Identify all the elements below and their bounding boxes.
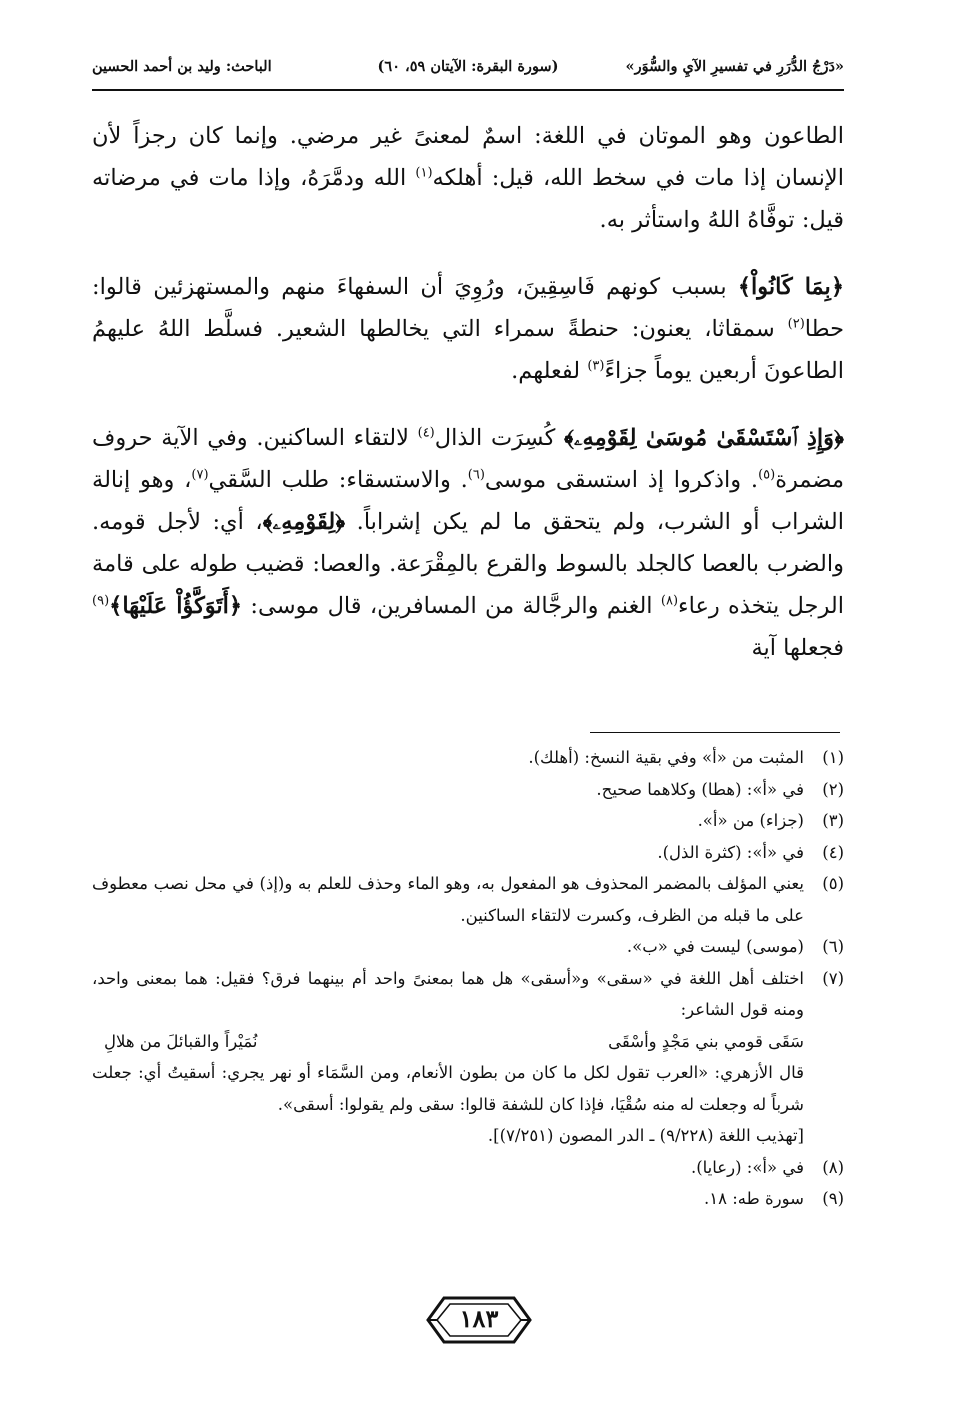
quran-quote: ﴿لِقَوْمِهِۦ﴾ bbox=[262, 509, 346, 535]
footnote-item bbox=[92, 931, 844, 963]
paragraph-3-text-f: ، أي: لأجل قومه. والضرب بالعصا كالجلد بالسوط والقرع بالمِقْرَعة. والعصا: قضيب طوله على قامة الرجل يتخذه رعاء bbox=[92, 509, 844, 619]
paragraph-3-text-a: كُسِرَت الذال bbox=[434, 425, 565, 451]
page-number-ornament bbox=[424, 1294, 534, 1346]
footnote-text: (جزاء) من «أ». bbox=[697, 811, 804, 830]
footnote-number: (٤) bbox=[822, 842, 844, 862]
paragraph-3-text-b: لالتقاء الساكنين. وفي الآية حروف مضمرة bbox=[92, 425, 844, 493]
paragraph-1 bbox=[92, 115, 844, 241]
footnote-ref-2: (٢) bbox=[787, 316, 805, 332]
footnote-ref-9: (٩) bbox=[92, 593, 110, 609]
footnote-text-part: اختلف أهل اللغة في «سقى» و«أسقى» هل هما بمعنىً واحد أم بينهما فرق؟ فقيل: هما بمعنى واحد، ومنه قول الشاعر: bbox=[92, 968, 804, 1019]
paragraph-3-text-h: فجعلها آية bbox=[751, 635, 844, 661]
poetry-verse bbox=[104, 1026, 804, 1058]
footnote-number: (٧) bbox=[822, 968, 844, 988]
footnote-text: يعني المؤلف بالمضمر المحذوف هو المفعول به، وهو الماء وحذف للعلم به و(إذ) في محل نصب معطوف على ما قبله من الظرف، وكسرت لالتقاء الساكنين. bbox=[92, 874, 804, 925]
footnote-number: (١) bbox=[822, 748, 844, 767]
footnote-text: (موسى) ليست في «ب». bbox=[626, 937, 804, 956]
paragraph-3 bbox=[92, 417, 844, 669]
footnote-ref-1: (١) bbox=[415, 165, 433, 181]
footnote-text: المثبت من «أ» وفي بقية النسخ: (أهلك). bbox=[528, 748, 804, 767]
quran-quote: ﴿بِمَا كَانُواْ﴾ bbox=[737, 274, 845, 300]
quran-quote: ﴿أَتَوَكَّؤُاْ عَلَيْهَا﴾ bbox=[109, 593, 243, 619]
header-divider bbox=[92, 89, 844, 91]
running-header bbox=[92, 58, 844, 84]
paragraph-2-text-a: بسبب كونهم فَاسِقِينَ، ورُوِيَ أن السفهاءَ منهم والمستهزئين قالوا: حطا bbox=[92, 274, 844, 342]
footnote-item bbox=[92, 742, 844, 774]
footnote-ref-7: (٧) bbox=[191, 467, 209, 483]
footnote-text-part: قال الأزهري: «العرب تقول لكل ما كان من بطون الأنعام، ومن السَّمَاء أو نهر يجري: أسقيتُ أي: جعلت شرباً له وجعلت له منه سُقْيَا، فإذا كان للشفة قالوا: سقى ولم يقولوا: أسقى». bbox=[92, 1063, 804, 1114]
footnote-number: (٦) bbox=[822, 937, 844, 956]
paragraph-3-text-d: . والاستسقاء: طلب السَّقي bbox=[208, 467, 468, 493]
footnote-text: سورة طه: ١٨. bbox=[704, 1189, 804, 1208]
paragraph-3-text-g: الغنم والرجَّالة من المسافرين، قال موسى: bbox=[242, 593, 661, 619]
verse-first-hemistich: سَقَى قومي بني مَجْدٍ وأسْقَى bbox=[608, 1031, 804, 1051]
footnote-text: في «أ»: (هطا) وكلاهما صحيح. bbox=[596, 779, 804, 799]
footnote-ref-8: (٨) bbox=[660, 593, 679, 609]
footnotes bbox=[92, 742, 844, 1215]
footnote-text: في «أ»: (رعايا). bbox=[690, 1157, 804, 1177]
footnote-item bbox=[92, 805, 844, 837]
footnote-text: في «أ»: (كثرة الذل). bbox=[657, 842, 804, 862]
footnote-number: (٩) bbox=[822, 1189, 844, 1208]
paragraph-1-text-b: الله ودمَّرَهُ، وإذا مات في مرضاته قيل: توفَّاهُ اللهُ واستأثر به. bbox=[92, 165, 844, 233]
paragraph-2-text-b: سمقاثا، يعنون: حنطةً سمراء التي يخالطها الشعير. فسلَّط اللهُ عليهمُ الطاعونَ أربعين يوماً جزاءً bbox=[92, 316, 844, 384]
footnote-item bbox=[92, 774, 844, 806]
main-text bbox=[92, 115, 844, 669]
verse-second-hemistich: نُمَيْراً والقبائلَ من هلالِ bbox=[104, 1031, 258, 1051]
footnote-ref-6: (٦) bbox=[467, 467, 485, 483]
paragraph-3-text-e: ، وهو إنالة الشراب أو الشرب، ولم يتحقق ما لم يكن إشراباً. bbox=[92, 467, 844, 535]
quran-quote: ﴿وَإِذِ ٱسْتَسْقَىٰ مُوسَىٰ لِقَوْمِهِۦ﴾ bbox=[564, 425, 844, 451]
footnote-item bbox=[92, 837, 844, 869]
paragraph-2-text-c: لفعلهم. bbox=[511, 358, 588, 384]
footnote-item bbox=[92, 868, 844, 931]
footnote-item bbox=[92, 963, 844, 1152]
paragraph-1-text-a: الطاعون وهو الموتان في اللغة: اسمٌ لمعنىً غير مرضي. وإنما كان رجزاً لأن الإنسان إذا مات في سخط الله، قيل: أهلكه bbox=[92, 123, 845, 191]
header-book-title: «دَرْجُ الدُّرَرِ في تفسيرِ الآيِ والسُّوَر» bbox=[625, 58, 844, 75]
footnote-citation: [تهذيب اللغة (٩/٢٢٨) ـ الدر المصون (٧/٢٥١)]. bbox=[487, 1126, 804, 1145]
header-surah-reference: (سورة البقرة: الآيتان ٥٩، ٦٠) bbox=[377, 58, 559, 75]
footnote-number: (٣) bbox=[822, 811, 844, 830]
footnote-ref-4: (٤) bbox=[417, 425, 435, 441]
footnote-item bbox=[92, 1152, 844, 1184]
page-number: ١٨٣ bbox=[459, 1304, 499, 1333]
footnote-number: (٢) bbox=[822, 779, 844, 799]
footnote-item bbox=[92, 1183, 844, 1215]
footnote-number: (٥) bbox=[822, 874, 844, 893]
footnote-divider bbox=[590, 732, 840, 733]
paragraph-3-text-c: . واذكروا إذ استسقى موسى bbox=[484, 467, 759, 493]
footnote-text bbox=[92, 963, 804, 1152]
paragraph-2 bbox=[92, 266, 844, 392]
header-author: الباحث: وليد بن أحمد الحسين bbox=[92, 58, 272, 75]
footnote-number: (٨) bbox=[822, 1157, 844, 1177]
footnote-ref-5: (٥) bbox=[758, 467, 776, 483]
footnote-ref-3: (٣) bbox=[587, 358, 605, 374]
